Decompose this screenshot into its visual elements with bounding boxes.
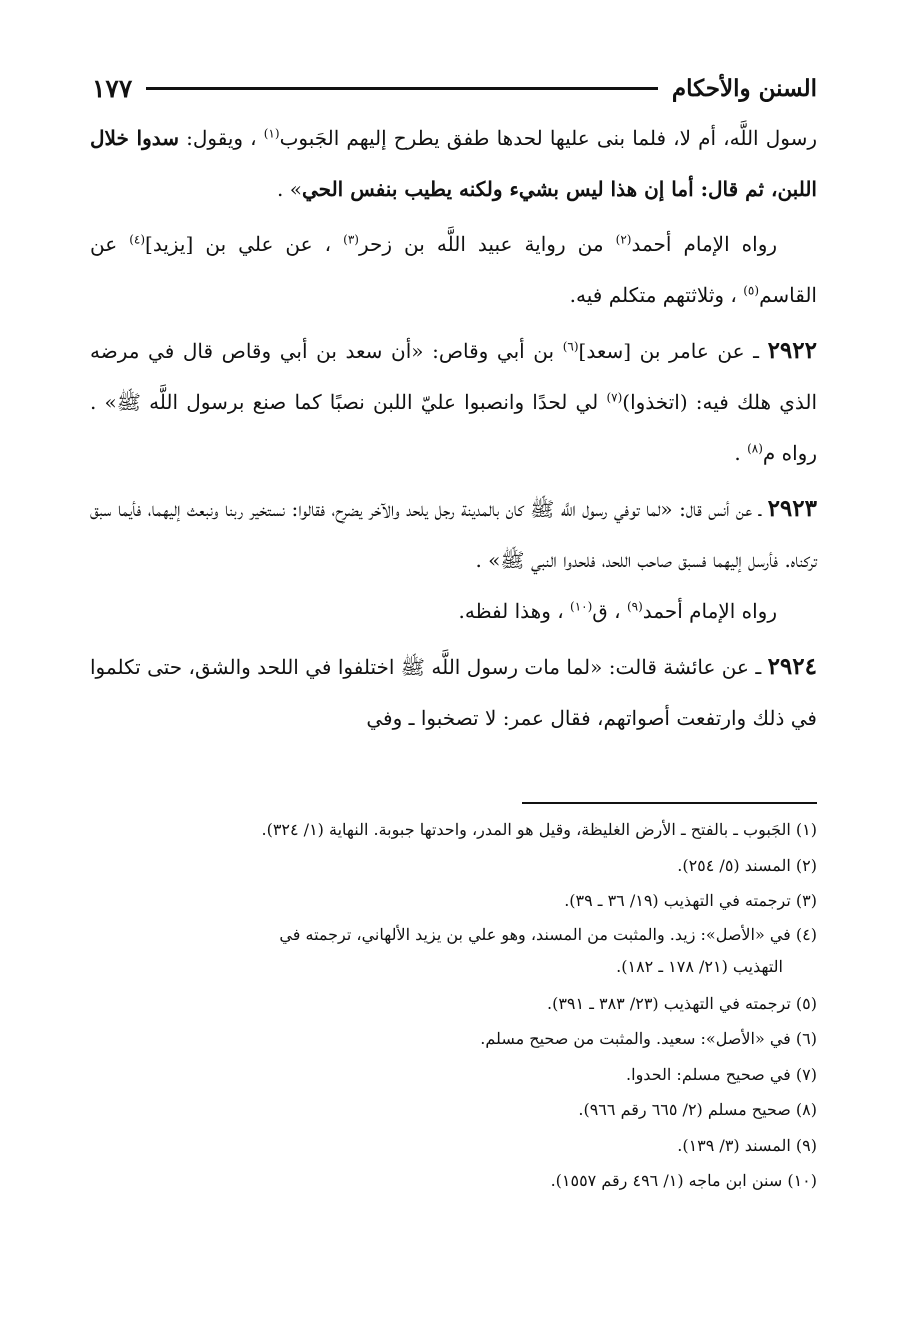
footnote-text: (٨) صحيح مسلم (٢/ ٦٦٥ رقم ٩٦٦). bbox=[578, 1100, 817, 1119]
footnote-text: (٥) ترجمته في التهذيب (٢٣/ ٣٨٣ ـ ٣٩١). bbox=[547, 993, 817, 1013]
footnote bbox=[90, 1092, 817, 1128]
text-run: . bbox=[734, 441, 748, 465]
footnote bbox=[90, 1163, 817, 1199]
paragraph-1 bbox=[90, 113, 817, 215]
footnote-ref[interactable]: (٨) bbox=[747, 441, 763, 456]
footnote bbox=[90, 883, 817, 919]
text-run: ، ق bbox=[592, 599, 627, 623]
text-run: عن القاسم bbox=[90, 232, 817, 307]
hadith-2923 bbox=[90, 483, 817, 586]
footnotes bbox=[90, 812, 817, 1199]
footnote bbox=[90, 1128, 817, 1164]
text-run: ، وثلاثتهم متكلم فيه. bbox=[569, 283, 744, 307]
footnote-ref[interactable]: (١) bbox=[263, 126, 280, 141]
footnote-text: (١) الجَبوب ـ بالفتح ـ الأرض الغليظة، وقيل هو المدر، واحدتها جبوبة. النهاية (١/ ٣٢٤). bbox=[261, 820, 817, 839]
text-run: ، عن علي بن [يزيد] bbox=[145, 232, 344, 256]
paragraph-2 bbox=[90, 219, 817, 321]
text-run: رسول اللَّه، أم لا، فلما بنى عليها لحدها طفق يطرح إليهم الجَبوب bbox=[279, 126, 817, 150]
footnote bbox=[90, 848, 817, 884]
footnote-text: (٢) المسند (٥/ ٢٥٤). bbox=[677, 855, 817, 875]
footnote bbox=[90, 1021, 817, 1057]
footnote-ref[interactable]: (٧) bbox=[606, 390, 623, 405]
footnote-text: (١٠) سنن ابن ماجه (١/ ٤٩٦ رقم ١٥٥٧). bbox=[550, 1171, 817, 1190]
footnote-continuation: التهذيب (٢١/ ١٧٨ ـ ١٨٢). bbox=[616, 956, 783, 976]
text-run: بن أبي وقاص: «أن سعد بن أبي وقاص قال في مرضه الذي هلك فيه: (اتخذوا) bbox=[90, 339, 818, 414]
bold-quote: سدوا خلال اللبن، ثم قال: أما إن هذا ليس بشيء ولكنه يطيب بنفس الحي bbox=[90, 126, 817, 201]
footnote-ref[interactable]: (٣) bbox=[343, 232, 359, 247]
footnote-separator bbox=[522, 802, 817, 804]
hadith-2924 bbox=[90, 641, 817, 744]
hadith-number: ٢٩٢٤ bbox=[767, 653, 817, 680]
footnote-ref[interactable]: (٤) bbox=[129, 232, 146, 247]
text-run: ، وهذا لفظه. bbox=[458, 599, 571, 623]
running-header bbox=[92, 70, 817, 106]
footnote bbox=[90, 919, 817, 986]
footnote-text: (٦) في «الأصل»: سعيد. والمثبت من صحيح مسلم. bbox=[480, 1029, 817, 1048]
text-run: ـ عن عامر بن [سعد] bbox=[578, 339, 768, 363]
footnote-text: (٧) في صحيح مسلم: الحدوا. bbox=[626, 1064, 817, 1084]
text-run: رواه الإمام أحمد bbox=[631, 232, 778, 256]
footnote-ref[interactable]: (١٠) bbox=[570, 599, 593, 614]
main-text bbox=[90, 113, 817, 744]
header-rule bbox=[146, 87, 658, 90]
hadith-number: ٢٩٢٣ bbox=[767, 495, 817, 522]
footnote-text: (٩) المسند (٣/ ١٣٩). bbox=[677, 1135, 817, 1155]
footnote-ref[interactable]: (٥) bbox=[743, 283, 760, 298]
footnote bbox=[90, 986, 817, 1022]
footnote-text: (٣) ترجمته في التهذيب (١٩/ ٣٦ ـ ٣٩). bbox=[564, 891, 817, 910]
page-number: ١٧٧ bbox=[92, 73, 133, 103]
footnote-ref[interactable]: (٩) bbox=[626, 599, 643, 614]
footnote-text: (٤) في «الأصل»: زيد. والمثبت من المسند، وهو علي بن يزيد الألهاني، ترجمته في bbox=[279, 924, 817, 944]
text-run: » . bbox=[277, 177, 302, 201]
footnote bbox=[90, 812, 817, 848]
text-run: لي لحدًا وانصبوا عليّ اللبن نصبًا كما صنع برسول اللَّه ﷺ» . رواه م bbox=[90, 390, 817, 465]
hadith-number: ٢٩٢٢ bbox=[767, 337, 817, 364]
footnote-ref[interactable]: (٦) bbox=[562, 339, 579, 354]
hadith-2922 bbox=[90, 325, 817, 479]
paragraph-5 bbox=[90, 586, 817, 637]
text-run: ـ عن أنس قال: «لما توفي رسول اللَّه ﷺ كان بالمدينة رجل يلحد والآخر يضرِح، فقالوا: نستخير ربنا ونبعث إليهما، فأيما سبق تركناه. فأرسل إليهما فسبق صاحب اللحد، فلحدوا النبي ﷺ» . bbox=[90, 497, 817, 572]
text-run: من رواية عبيد اللَّه بن زحر bbox=[358, 232, 616, 256]
text-run: ـ عن عائشة قالت: «لما مات رسول اللَّه ﷺ اختلفوا في اللحد والشق، حتى تكلموا في ذلك وارتفعت أصواتهم، فقال عمر: لا تصخبوا ـ وفي bbox=[90, 655, 817, 730]
text-run: ، ويقول: bbox=[179, 126, 264, 150]
footnote bbox=[90, 1057, 817, 1093]
footnote-ref[interactable]: (٢) bbox=[615, 232, 632, 247]
text-run: رواه الإمام أحمد bbox=[642, 599, 777, 623]
header-title: السنن والأحكام bbox=[671, 74, 817, 102]
